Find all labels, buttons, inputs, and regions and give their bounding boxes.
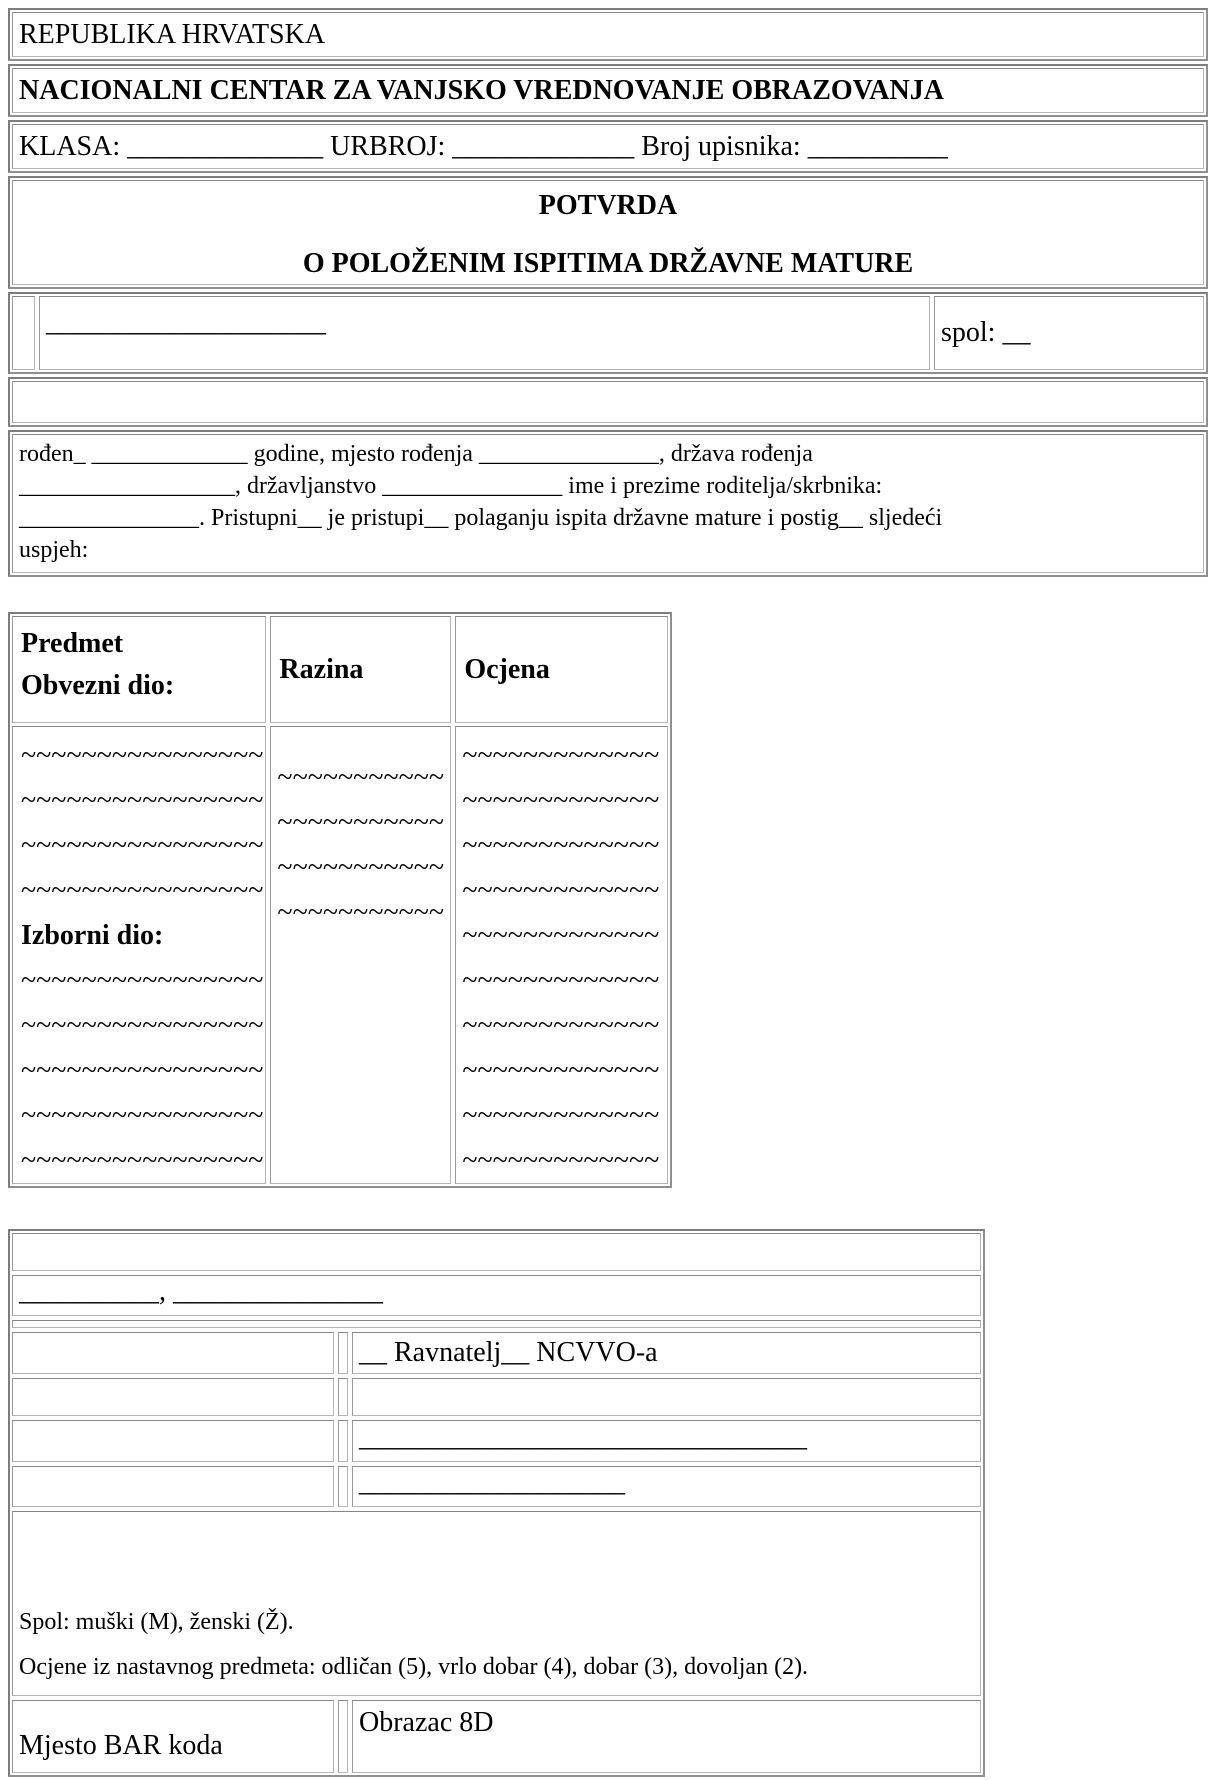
intro-block bbox=[8, 430, 1208, 577]
subject-placeholder: ~~~~~~~~~~~~~~~~ bbox=[21, 830, 264, 861]
intro-line-1: rođen_ _____________ godine, mjesto rođenja _______________, država rođenja bbox=[19, 441, 813, 467]
spacer-cell bbox=[12, 296, 35, 370]
signature-line-row-2 bbox=[12, 1466, 981, 1507]
subject-placeholder: ~~~~~~~~~~~~~~~~ bbox=[21, 1055, 264, 1086]
empty-row bbox=[8, 377, 1208, 427]
empty-cell bbox=[12, 1378, 334, 1416]
closing-empty-row bbox=[12, 1233, 981, 1271]
section-label-obvezni: Obvezni dio: bbox=[21, 670, 175, 701]
country-row bbox=[8, 8, 1208, 61]
barcode-row bbox=[12, 1700, 981, 1773]
spacer-cell bbox=[338, 1700, 348, 1773]
blank-signature-row bbox=[12, 1378, 981, 1416]
subject-placeholder: ~~~~~~~~~~~~~~~~ bbox=[21, 965, 264, 996]
ocjene-note: Ocjene iz nastavnog predmeta: odličan (5), vrlo dobar (4), dobar (3), dovoljan (2). bbox=[19, 1654, 809, 1680]
razina-column bbox=[270, 726, 451, 1184]
barcode-label: Mjesto BAR koda bbox=[12, 1700, 334, 1773]
closing-block bbox=[8, 1229, 985, 1777]
institution-row bbox=[8, 64, 1208, 117]
signature-line-long: ________________________________ bbox=[352, 1420, 981, 1462]
section-label-izborni: Izborni dio: bbox=[21, 920, 164, 951]
empty-cell bbox=[12, 381, 1204, 423]
results-header-row bbox=[12, 616, 668, 723]
level-placeholder: ~~~~~~~~~~~ bbox=[277, 897, 445, 928]
grade-placeholder: ~~~~~~~~~~~~~ bbox=[462, 1145, 660, 1176]
subject-placeholder: ~~~~~~~~~~~~~~~~ bbox=[21, 740, 264, 771]
notes-cell bbox=[12, 1511, 981, 1696]
form-number-label: Obrazac 8D bbox=[352, 1700, 981, 1773]
spol-note: Spol: muški (M), ženski (Ž). bbox=[19, 1609, 294, 1635]
column-header-ocjena: Ocjena bbox=[455, 616, 668, 723]
spacer-cell bbox=[338, 1420, 348, 1462]
ravnatelj-title-line: __ Ravnatelj__ NCVVO-a bbox=[352, 1332, 981, 1374]
empty-cell bbox=[12, 1332, 334, 1374]
place-date-line: __________, _______________ bbox=[12, 1275, 981, 1316]
signature-line-short: ___________________ bbox=[352, 1466, 981, 1507]
results-table bbox=[8, 612, 672, 1188]
empty-cell bbox=[12, 1420, 334, 1462]
country-name: REPUBLIKA HRVATSKA bbox=[12, 12, 1204, 57]
grade-placeholder: ~~~~~~~~~~~~~ bbox=[462, 875, 660, 906]
subject-placeholder: ~~~~~~~~~~~~~~~~ bbox=[21, 1145, 264, 1176]
grade-placeholder: ~~~~~~~~~~~~~ bbox=[462, 1010, 660, 1041]
grade-placeholder: ~~~~~~~~~~~~~ bbox=[462, 920, 660, 951]
signature-line-row bbox=[12, 1420, 981, 1462]
results-body-row bbox=[12, 726, 668, 1184]
subject-placeholder: ~~~~~~~~~~~~~~~~ bbox=[21, 1010, 264, 1041]
klasa-line: KLASA: ______________ URBROJ: _____________ Broj upisnika: __________ bbox=[12, 124, 1204, 169]
title-block bbox=[8, 176, 1208, 289]
candidate-name-line: ____________________ bbox=[39, 296, 930, 370]
level-placeholder: ~~~~~~~~~~~ bbox=[277, 852, 445, 883]
header-predmet-cell bbox=[12, 616, 266, 723]
grade-placeholder: ~~~~~~~~~~~~~ bbox=[462, 965, 660, 996]
ocjena-column bbox=[455, 726, 668, 1184]
thin-cell bbox=[12, 1320, 981, 1328]
subject-placeholder: ~~~~~~~~~~~~~~~~ bbox=[21, 785, 264, 816]
document-title: POTVRDA bbox=[538, 190, 678, 221]
intro-paragraph bbox=[12, 434, 1204, 573]
intro-line-4: uspjeh: bbox=[19, 537, 89, 563]
candidate-row bbox=[8, 292, 1208, 374]
spacer-cell bbox=[338, 1466, 348, 1507]
empty-cell bbox=[12, 1466, 334, 1507]
level-placeholder: ~~~~~~~~~~~ bbox=[277, 762, 445, 793]
grade-placeholder: ~~~~~~~~~~~~~ bbox=[462, 1055, 660, 1086]
intro-line-2: __________________, državljanstvo _______________ ime i prezime roditelja/skrbnika: bbox=[19, 473, 883, 499]
place-date-row bbox=[12, 1275, 981, 1316]
spacer bbox=[8, 580, 1217, 612]
level-placeholder: ~~~~~~~~~~~ bbox=[277, 807, 445, 838]
subject-placeholder: ~~~~~~~~~~~~~~~~ bbox=[21, 1100, 264, 1131]
document-subtitle: O POLOŽENIM ISPITIMA DRŽAVNE MATURE bbox=[302, 248, 914, 279]
spacer-cell bbox=[338, 1378, 348, 1416]
grade-placeholder: ~~~~~~~~~~~~~ bbox=[462, 785, 660, 816]
grade-placeholder: ~~~~~~~~~~~~~ bbox=[462, 740, 660, 771]
subject-placeholder: ~~~~~~~~~~~~~~~~ bbox=[21, 875, 264, 906]
notes-row bbox=[12, 1511, 981, 1696]
thin-spacer-row bbox=[12, 1320, 981, 1328]
grade-placeholder: ~~~~~~~~~~~~~ bbox=[462, 830, 660, 861]
intro-line-3: _______________. Pristupni__ je pristupi__ polaganju ispita državne mature i postig__ sljedeći bbox=[19, 505, 943, 531]
spol-field: spol: __ bbox=[934, 296, 1204, 370]
ravnatelj-row bbox=[12, 1332, 981, 1374]
predmet-column bbox=[12, 726, 266, 1184]
column-header-razina: Razina bbox=[270, 616, 451, 723]
empty-cell bbox=[12, 1233, 981, 1271]
spacer bbox=[8, 1191, 1217, 1229]
grade-placeholder: ~~~~~~~~~~~~~ bbox=[462, 1100, 660, 1131]
empty-cell bbox=[352, 1378, 981, 1416]
spacer-cell bbox=[338, 1332, 348, 1374]
institution-name: NACIONALNI CENTAR ZA VANJSKO VREDNOVANJE OBRAZOVANJA bbox=[12, 68, 1204, 113]
column-header-predmet: Predmet bbox=[21, 628, 124, 659]
klasa-row bbox=[8, 120, 1208, 173]
title-cell bbox=[12, 180, 1204, 285]
